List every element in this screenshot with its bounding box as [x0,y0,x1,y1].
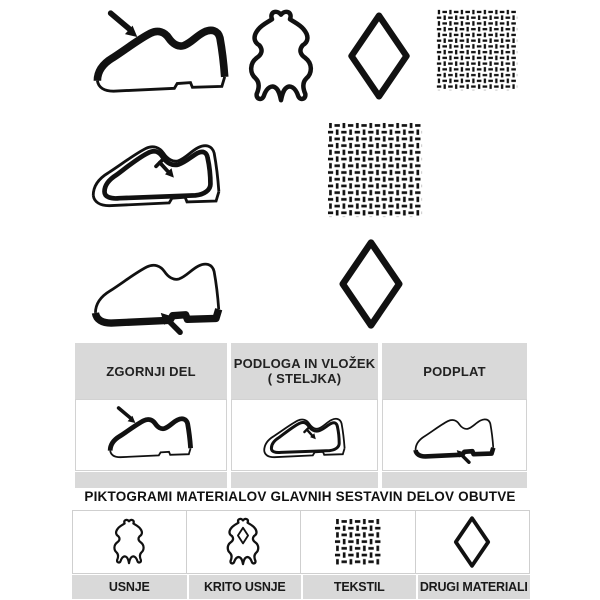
header-label: PODPLAT [423,363,486,379]
other-materials-diamond-icon [452,515,492,569]
sole-cell [382,399,527,471]
textile-weave-icon [324,122,426,218]
textile-weave-icon [436,5,518,95]
upper-marked-shoe-icon [86,8,238,104]
lining-marked-shoe-icon [246,405,364,465]
material-icon-cell [72,510,187,574]
textile-weave-icon [334,517,382,567]
materials-table [72,510,530,599]
sole-marked-shoe-icon [396,406,514,464]
material-label: TEKSTIL [301,575,416,599]
other-materials-diamond-icon [337,237,405,331]
leather-hide-icon [107,516,151,568]
material-column-coated-leather [187,510,302,599]
material-column-textile [301,510,416,599]
material-icon-cell [416,510,531,574]
footer-strip [231,472,378,488]
other-materials-diamond-icon [346,8,412,104]
header-sole [382,343,527,399]
leather-hide-icon [236,6,326,108]
upper-part-cell [75,399,227,471]
material-icon-cell [187,510,302,574]
coated-leather-icon [220,516,266,568]
footer-strip [382,472,527,488]
materials-title: PIKTOGRAMI MATERIALOV GLAVNIH SESTAVIN DELOV OBUTVE [84,489,516,504]
material-label: KRITO USNJE [187,575,302,599]
header-label: PODLOGA IN VLOŽEK [233,356,376,371]
header-upper-part [75,343,227,399]
header-label: ZGORNJI DEL [106,363,196,379]
material-column-other [416,510,531,599]
material-label: DRUGI MATERIALI [416,575,531,599]
shoe-parts-table [75,343,527,488]
material-column-leather [72,510,187,599]
sole-marked-shoe-icon [78,243,238,335]
header-lining-insole [231,343,378,399]
header-sublabel: ( STELJKA) [267,371,342,386]
lining-marked-shoe-icon [82,124,232,218]
material-icon-cell [301,510,416,574]
upper-marked-shoe-icon [92,405,210,465]
footer-strip [75,472,227,488]
material-label: USNJE [72,575,187,599]
lining-insole-cell [231,399,378,471]
